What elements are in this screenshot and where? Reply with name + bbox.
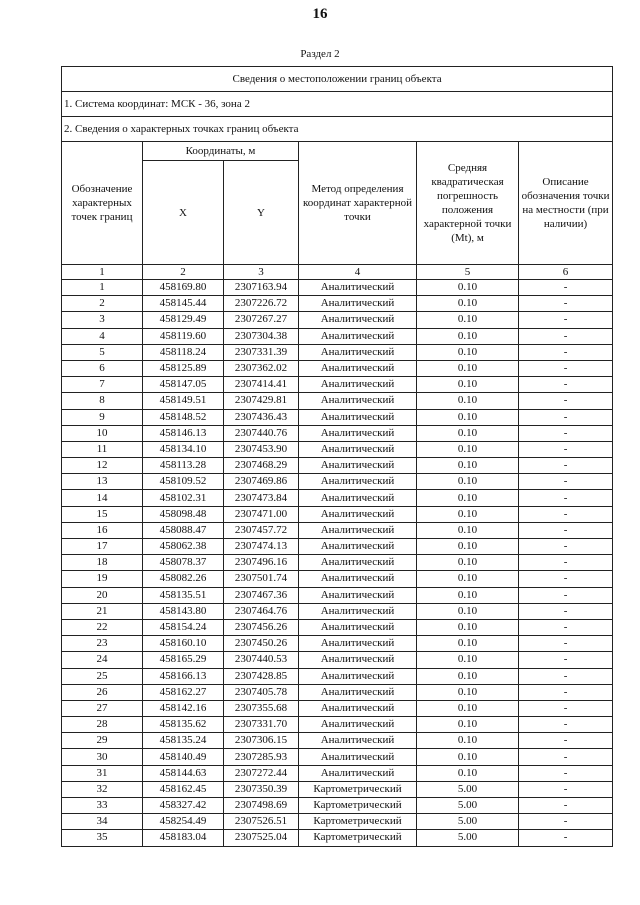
cell-accuracy: 0.10 [417, 539, 519, 555]
cell-coord-y: 2307474.13 [224, 539, 299, 555]
cell-accuracy: 0.10 [417, 344, 519, 360]
cell-coord-x: 458135.24 [143, 733, 224, 749]
cell-method: Аналитический [299, 296, 417, 312]
cell-point-number: 11 [62, 441, 143, 457]
cell-coord-y: 2307464.76 [224, 603, 299, 619]
cell-coord-y: 2307272.44 [224, 765, 299, 781]
cell-description: - [519, 312, 613, 328]
cell-point-number: 7 [62, 377, 143, 393]
cell-accuracy: 0.10 [417, 652, 519, 668]
cell-coord-x: 458119.60 [143, 328, 224, 344]
cell-description: - [519, 587, 613, 603]
cell-accuracy: 0.10 [417, 377, 519, 393]
cell-accuracy: 0.10 [417, 555, 519, 571]
cell-point-number: 3 [62, 312, 143, 328]
cell-method: Аналитический [299, 506, 417, 522]
cell-method: Аналитический [299, 684, 417, 700]
cell-coord-y: 2307304.38 [224, 328, 299, 344]
cell-method: Аналитический [299, 458, 417, 474]
cell-coord-x: 458145.44 [143, 296, 224, 312]
cell-coord-y: 2307471.00 [224, 506, 299, 522]
cell-method: Аналитический [299, 328, 417, 344]
table-row [62, 603, 613, 619]
cell-description: - [519, 700, 613, 716]
table-row [62, 619, 613, 635]
table-row [62, 781, 613, 797]
cell-coord-y: 2307285.93 [224, 749, 299, 765]
cell-coord-x: 458154.24 [143, 619, 224, 635]
cell-description: - [519, 652, 613, 668]
cell-point-number: 2 [62, 296, 143, 312]
column-number-4: 4 [299, 265, 417, 280]
cell-coord-y: 2307355.68 [224, 700, 299, 716]
cell-method: Аналитический [299, 425, 417, 441]
cell-method: Картометрический [299, 781, 417, 797]
cell-description: - [519, 798, 613, 814]
cell-coord-y: 2307331.70 [224, 717, 299, 733]
cell-accuracy: 0.10 [417, 668, 519, 684]
cell-coord-y: 2307453.90 [224, 441, 299, 457]
cell-point-number: 28 [62, 717, 143, 733]
cell-accuracy: 0.10 [417, 328, 519, 344]
cell-description: - [519, 458, 613, 474]
cell-coord-x: 458254.49 [143, 814, 224, 830]
cell-coord-x: 458118.24 [143, 344, 224, 360]
table-row [62, 458, 613, 474]
cell-accuracy: 0.10 [417, 474, 519, 490]
column-number-5: 5 [417, 265, 519, 280]
cell-coord-x: 458143.80 [143, 603, 224, 619]
cell-method: Аналитический [299, 344, 417, 360]
cell-coord-y: 2307468.29 [224, 458, 299, 474]
cell-coord-x: 458113.28 [143, 458, 224, 474]
cell-coord-y: 2307469.86 [224, 474, 299, 490]
cell-point-number: 25 [62, 668, 143, 684]
cell-method: Аналитический [299, 522, 417, 538]
cell-point-number: 31 [62, 765, 143, 781]
boundary-points-table [61, 66, 613, 847]
cell-accuracy: 0.10 [417, 296, 519, 312]
cell-point-number: 16 [62, 522, 143, 538]
table-row [62, 668, 613, 684]
cell-method: Аналитический [299, 717, 417, 733]
header-y: Y [224, 161, 299, 265]
cell-coord-y: 2307331.39 [224, 344, 299, 360]
table-row [62, 798, 613, 814]
cell-point-number: 19 [62, 571, 143, 587]
cell-point-number: 26 [62, 684, 143, 700]
cell-coord-y: 2307436.43 [224, 409, 299, 425]
cell-accuracy: 0.10 [417, 409, 519, 425]
cell-accuracy: 0.10 [417, 425, 519, 441]
cell-coord-x: 458162.27 [143, 684, 224, 700]
cell-point-number: 5 [62, 344, 143, 360]
cell-description: - [519, 344, 613, 360]
header-accuracy: Средняя квадратическая погрешность положения характерной точки (Mt), м [417, 142, 519, 265]
cell-coord-y: 2307267.27 [224, 312, 299, 328]
cell-coord-y: 2307429.81 [224, 393, 299, 409]
cell-coord-x: 458160.10 [143, 636, 224, 652]
cell-coord-y: 2307226.72 [224, 296, 299, 312]
cell-accuracy: 0.10 [417, 700, 519, 716]
cell-coord-x: 458148.52 [143, 409, 224, 425]
table-row [62, 393, 613, 409]
cell-point-number: 30 [62, 749, 143, 765]
cell-point-number: 12 [62, 458, 143, 474]
cell-coord-x: 458146.13 [143, 425, 224, 441]
cell-accuracy: 5.00 [417, 798, 519, 814]
cell-method: Аналитический [299, 636, 417, 652]
cell-method: Аналитический [299, 555, 417, 571]
cell-point-number: 22 [62, 619, 143, 635]
table-row [62, 409, 613, 425]
cell-coord-y: 2307362.02 [224, 360, 299, 376]
cell-coord-y: 2307350.39 [224, 781, 299, 797]
cell-coord-y: 2307526.51 [224, 814, 299, 830]
cell-coord-y: 2307496.16 [224, 555, 299, 571]
header-x: X [143, 161, 224, 265]
cell-point-number: 23 [62, 636, 143, 652]
cell-coord-x: 458109.52 [143, 474, 224, 490]
cell-coord-x: 458169.80 [143, 280, 224, 296]
cell-coord-x: 458078.37 [143, 555, 224, 571]
cell-description: - [519, 668, 613, 684]
table-row [62, 733, 613, 749]
cell-method: Аналитический [299, 749, 417, 765]
cell-coord-x: 458144.63 [143, 765, 224, 781]
cell-description: - [519, 506, 613, 522]
cell-accuracy: 0.10 [417, 280, 519, 296]
cell-coord-x: 458183.04 [143, 830, 224, 846]
table-row [62, 312, 613, 328]
cell-description: - [519, 733, 613, 749]
cell-description: - [519, 490, 613, 506]
cell-coord-x: 458135.51 [143, 587, 224, 603]
cell-accuracy: 0.10 [417, 522, 519, 538]
cell-method: Аналитический [299, 393, 417, 409]
cell-accuracy: 0.10 [417, 571, 519, 587]
cell-coord-y: 2307163.94 [224, 280, 299, 296]
cell-point-number: 4 [62, 328, 143, 344]
points-heading: 2. Сведения о характерных точках границ объекта [62, 117, 613, 142]
cell-coord-y: 2307473.84 [224, 490, 299, 506]
cell-method: Аналитический [299, 441, 417, 457]
cell-coord-x: 458098.48 [143, 506, 224, 522]
cell-description: - [519, 619, 613, 635]
cell-accuracy: 5.00 [417, 830, 519, 846]
table-row [62, 636, 613, 652]
cell-method: Аналитический [299, 587, 417, 603]
cell-method: Аналитический [299, 474, 417, 490]
cell-accuracy: 0.10 [417, 393, 519, 409]
cell-point-number: 15 [62, 506, 143, 522]
cell-coord-x: 458162.45 [143, 781, 224, 797]
cell-coord-y: 2307440.76 [224, 425, 299, 441]
cell-description: - [519, 328, 613, 344]
cell-coord-x: 458165.29 [143, 652, 224, 668]
cell-accuracy: 0.10 [417, 441, 519, 457]
cell-description: - [519, 409, 613, 425]
cell-accuracy: 0.10 [417, 506, 519, 522]
cell-point-number: 13 [62, 474, 143, 490]
cell-description: - [519, 377, 613, 393]
section-label: Раздел 2 [300, 48, 340, 60]
table-row [62, 555, 613, 571]
cell-coord-x: 458088.47 [143, 522, 224, 538]
cell-description: - [519, 425, 613, 441]
cell-description: - [519, 571, 613, 587]
cell-coord-y: 2307467.36 [224, 587, 299, 603]
cell-point-number: 27 [62, 700, 143, 716]
cell-description: - [519, 555, 613, 571]
cell-description: - [519, 393, 613, 409]
cell-coord-y: 2307457.72 [224, 522, 299, 538]
table-row [62, 652, 613, 668]
cell-description: - [519, 441, 613, 457]
table-row [62, 425, 613, 441]
cell-coord-y: 2307414.41 [224, 377, 299, 393]
table-row [62, 328, 613, 344]
table-row [62, 377, 613, 393]
cell-point-number: 24 [62, 652, 143, 668]
column-number-3: 3 [224, 265, 299, 280]
cell-method: Аналитический [299, 765, 417, 781]
cell-accuracy: 0.10 [417, 587, 519, 603]
cell-coord-x: 458134.10 [143, 441, 224, 457]
header-description: Описание обозначения точки на местности (при наличии) [519, 142, 613, 265]
cell-accuracy: 0.10 [417, 636, 519, 652]
cell-description: - [519, 539, 613, 555]
table-row [62, 280, 613, 296]
cell-description: - [519, 717, 613, 733]
cell-method: Аналитический [299, 490, 417, 506]
cell-coord-x: 458062.38 [143, 539, 224, 555]
table-row [62, 360, 613, 376]
cell-coord-y: 2307456.26 [224, 619, 299, 635]
cell-point-number: 21 [62, 603, 143, 619]
cell-method: Аналитический [299, 312, 417, 328]
cell-coord-x: 458082.26 [143, 571, 224, 587]
cell-point-number: 10 [62, 425, 143, 441]
column-number-6: 6 [519, 265, 613, 280]
cell-accuracy: 0.10 [417, 458, 519, 474]
cell-description: - [519, 296, 613, 312]
cell-point-number: 33 [62, 798, 143, 814]
cell-point-number: 20 [62, 587, 143, 603]
column-number-1: 1 [62, 265, 143, 280]
cell-accuracy: 5.00 [417, 814, 519, 830]
table-row [62, 522, 613, 538]
cell-method: Аналитический [299, 377, 417, 393]
cell-accuracy: 0.10 [417, 684, 519, 700]
cell-point-number: 18 [62, 555, 143, 571]
table-row [62, 765, 613, 781]
cell-coord-y: 2307428.85 [224, 668, 299, 684]
cell-description: - [519, 636, 613, 652]
cell-coord-x: 458129.49 [143, 312, 224, 328]
cell-coord-y: 2307440.53 [224, 652, 299, 668]
cell-point-number: 32 [62, 781, 143, 797]
cell-accuracy: 0.10 [417, 490, 519, 506]
cell-coord-y: 2307501.74 [224, 571, 299, 587]
cell-method: Аналитический [299, 360, 417, 376]
cell-method: Аналитический [299, 571, 417, 587]
table-row [62, 441, 613, 457]
cell-coord-x: 458166.13 [143, 668, 224, 684]
cell-description: - [519, 360, 613, 376]
cell-description: - [519, 749, 613, 765]
cell-accuracy: 0.10 [417, 360, 519, 376]
table-row [62, 474, 613, 490]
table-row [62, 830, 613, 846]
cell-method: Картометрический [299, 798, 417, 814]
cell-point-number: 14 [62, 490, 143, 506]
cell-description: - [519, 781, 613, 797]
cell-accuracy: 0.10 [417, 603, 519, 619]
cell-point-number: 35 [62, 830, 143, 846]
table-row [62, 490, 613, 506]
cell-coord-x: 458149.51 [143, 393, 224, 409]
cell-coord-y: 2307525.04 [224, 830, 299, 846]
cell-description: - [519, 474, 613, 490]
cell-point-number: 9 [62, 409, 143, 425]
cell-method: Аналитический [299, 409, 417, 425]
header-point-designation: Обозначение характерных точек границ [62, 142, 143, 265]
cell-accuracy: 0.10 [417, 312, 519, 328]
cell-point-number: 1 [62, 280, 143, 296]
cell-coord-y: 2307405.78 [224, 684, 299, 700]
cell-method: Аналитический [299, 668, 417, 684]
cell-coord-y: 2307306.15 [224, 733, 299, 749]
table-row [62, 684, 613, 700]
cell-coord-x: 458142.16 [143, 700, 224, 716]
cell-accuracy: 0.10 [417, 717, 519, 733]
cell-accuracy: 5.00 [417, 781, 519, 797]
page-number: 16 [312, 6, 328, 22]
cell-method: Аналитический [299, 733, 417, 749]
cell-accuracy: 0.10 [417, 749, 519, 765]
cell-description: - [519, 814, 613, 830]
cell-accuracy: 0.10 [417, 733, 519, 749]
coordinate-system: 1. Система координат: МСК - 36, зона 2 [62, 92, 613, 117]
cell-method: Картометрический [299, 830, 417, 846]
cell-description: - [519, 684, 613, 700]
cell-accuracy: 0.10 [417, 619, 519, 635]
cell-method: Аналитический [299, 652, 417, 668]
cell-point-number: 29 [62, 733, 143, 749]
cell-point-number: 34 [62, 814, 143, 830]
cell-description: - [519, 830, 613, 846]
table-row [62, 700, 613, 716]
table-row [62, 571, 613, 587]
cell-description: - [519, 280, 613, 296]
cell-coord-y: 2307498.69 [224, 798, 299, 814]
cell-accuracy: 0.10 [417, 765, 519, 781]
cell-coord-x: 458140.49 [143, 749, 224, 765]
cell-description: - [519, 603, 613, 619]
cell-method: Картометрический [299, 814, 417, 830]
cell-coord-x: 458102.31 [143, 490, 224, 506]
cell-coord-x: 458327.42 [143, 798, 224, 814]
column-number-2: 2 [143, 265, 224, 280]
table-title: Сведения о местоположении границ объекта [62, 67, 613, 92]
table-row [62, 344, 613, 360]
cell-method: Аналитический [299, 619, 417, 635]
cell-point-number: 6 [62, 360, 143, 376]
cell-method: Аналитический [299, 539, 417, 555]
cell-method: Аналитический [299, 700, 417, 716]
cell-method: Аналитический [299, 280, 417, 296]
header-method: Метод определения координат характерной точки [299, 142, 417, 265]
cell-coord-x: 458125.89 [143, 360, 224, 376]
cell-coord-x: 458135.62 [143, 717, 224, 733]
table-row [62, 749, 613, 765]
table-row [62, 296, 613, 312]
cell-point-number: 8 [62, 393, 143, 409]
cell-point-number: 17 [62, 539, 143, 555]
table-row [62, 587, 613, 603]
cell-description: - [519, 522, 613, 538]
table-row [62, 506, 613, 522]
cell-description: - [519, 765, 613, 781]
table-row [62, 539, 613, 555]
cell-coord-x: 458147.05 [143, 377, 224, 393]
cell-coord-y: 2307450.26 [224, 636, 299, 652]
table-row [62, 717, 613, 733]
table-row [62, 814, 613, 830]
cell-method: Аналитический [299, 603, 417, 619]
header-coordinates: Координаты, м [143, 142, 299, 161]
